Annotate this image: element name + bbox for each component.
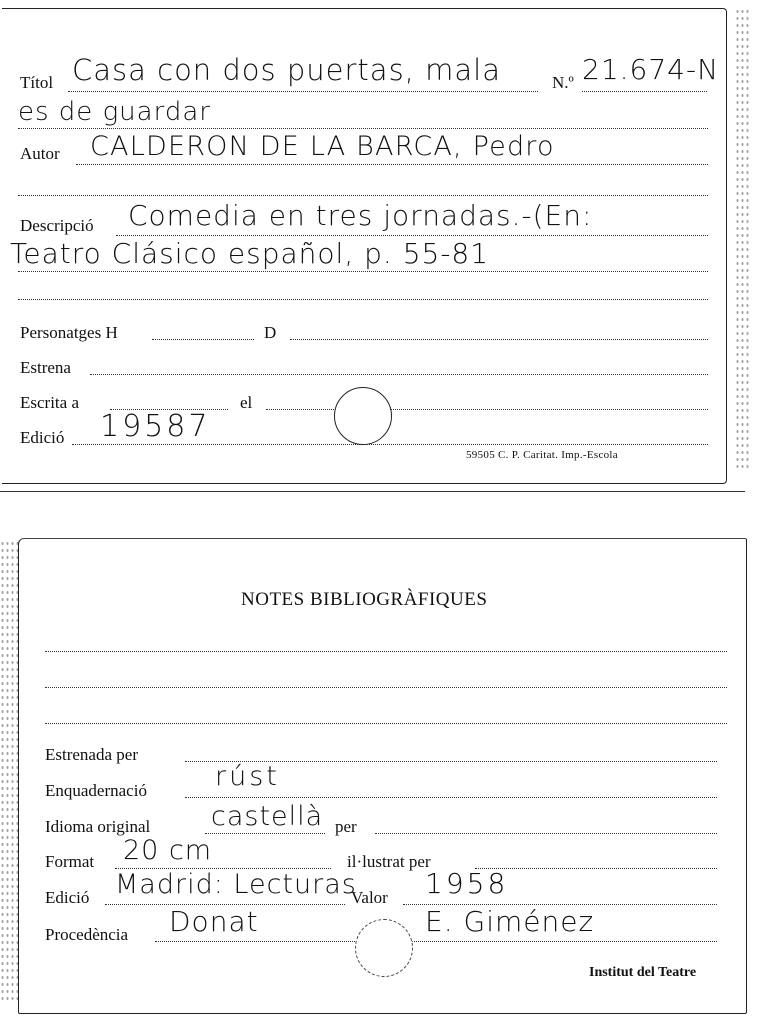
- edicio-value: 19587: [100, 409, 211, 444]
- titol-value: Casa con dos puertas, mala: [72, 53, 501, 87]
- illustrat-dotted-line: [475, 868, 717, 869]
- personatges-h-dotted-line: [152, 339, 254, 340]
- el-dotted-line: [266, 409, 708, 410]
- personatges-label: Personatges H: [20, 323, 118, 342]
- estrena-label: Estrena: [20, 358, 71, 377]
- descripcio-dotted-line-2: [18, 271, 708, 272]
- idioma-per-dotted-line: [375, 833, 717, 834]
- estrenada-label: Estrenada per: [45, 745, 138, 764]
- valor-label: Valor: [351, 888, 388, 907]
- printer-note: 59505 C. P. Caritat. Imp.-Escola: [466, 449, 618, 461]
- enquadernacio-label: Enquadernació: [45, 781, 147, 800]
- enquadernacio-value: rúst: [215, 761, 280, 792]
- idioma-label: Idioma original: [45, 817, 151, 836]
- catalog-card-back: [18, 538, 747, 1014]
- titol-dotted-line: [68, 91, 538, 92]
- procedencia-value: Donat: [169, 905, 259, 938]
- estrena-dotted-line: [90, 374, 708, 375]
- procedencia-dotted-line: [155, 941, 717, 942]
- titol-value-continued: es de guardar: [18, 97, 211, 127]
- back-edicio-value: Madrid: Lecturas: [115, 869, 357, 900]
- el-label: el: [240, 393, 253, 412]
- idioma-per-label: per: [335, 817, 357, 836]
- autor-label: Autor: [20, 144, 60, 163]
- numero-value: 21.674-N: [582, 53, 720, 86]
- procedencia-label: Procedència: [45, 925, 129, 944]
- scan-edge-speckle: [735, 8, 751, 468]
- notes-heading: NOTES BIBLIOGRÀFIQUES: [241, 589, 488, 610]
- notes-dotted-line-3: [45, 723, 727, 724]
- enquadernacio-dotted-line: [185, 797, 717, 798]
- illustrat-label: il·lustrat per: [347, 852, 431, 871]
- descripcio-value: Comedia en tres jornadas.-(En:: [128, 199, 593, 232]
- back-edicio-label: Edició: [45, 888, 90, 907]
- personatges-d-label: D: [264, 323, 277, 342]
- punch-hole: [334, 387, 392, 445]
- descripcio-dotted-line-3: [18, 299, 708, 300]
- escrita-label: Escrita a: [20, 393, 79, 412]
- notes-dotted-line-2: [45, 687, 727, 688]
- punch-hole-back: [355, 919, 413, 977]
- titol-dotted-line-2: [18, 128, 708, 129]
- idioma-value: castellà: [211, 801, 324, 832]
- numero-label: N.º: [552, 73, 574, 92]
- autor-dotted-line: [76, 164, 708, 165]
- scan-separator-line: [0, 491, 745, 492]
- edicio-label: Edició: [20, 428, 65, 447]
- personatges-d-dotted-line: [290, 339, 708, 340]
- descripcio-label: Descripció: [20, 216, 94, 235]
- donor-value: E. Giménez: [425, 905, 595, 938]
- valor-value: 1958: [425, 867, 509, 900]
- notes-dotted-line-1: [45, 651, 727, 652]
- numero-dotted-line: [582, 91, 707, 92]
- autor-value: CALDERON DE LA BARCA, Pedro: [90, 131, 555, 162]
- descripcio-value-continued: Teatro Clásico español, p. 55-81: [10, 237, 490, 270]
- scan-edge-speckle-left: [0, 540, 18, 1000]
- edicio-dotted-line: [72, 444, 708, 445]
- titol-label: Títol: [20, 73, 54, 92]
- autor-dotted-line-2: [18, 195, 708, 196]
- catalog-card-front: [2, 8, 727, 484]
- format-label: Format: [45, 852, 95, 871]
- institution-name: Institut del Teatre: [589, 965, 697, 980]
- idioma-dotted-line: [205, 833, 325, 834]
- format-value: 20 cm: [123, 835, 213, 866]
- descripcio-dotted-line: [116, 235, 708, 236]
